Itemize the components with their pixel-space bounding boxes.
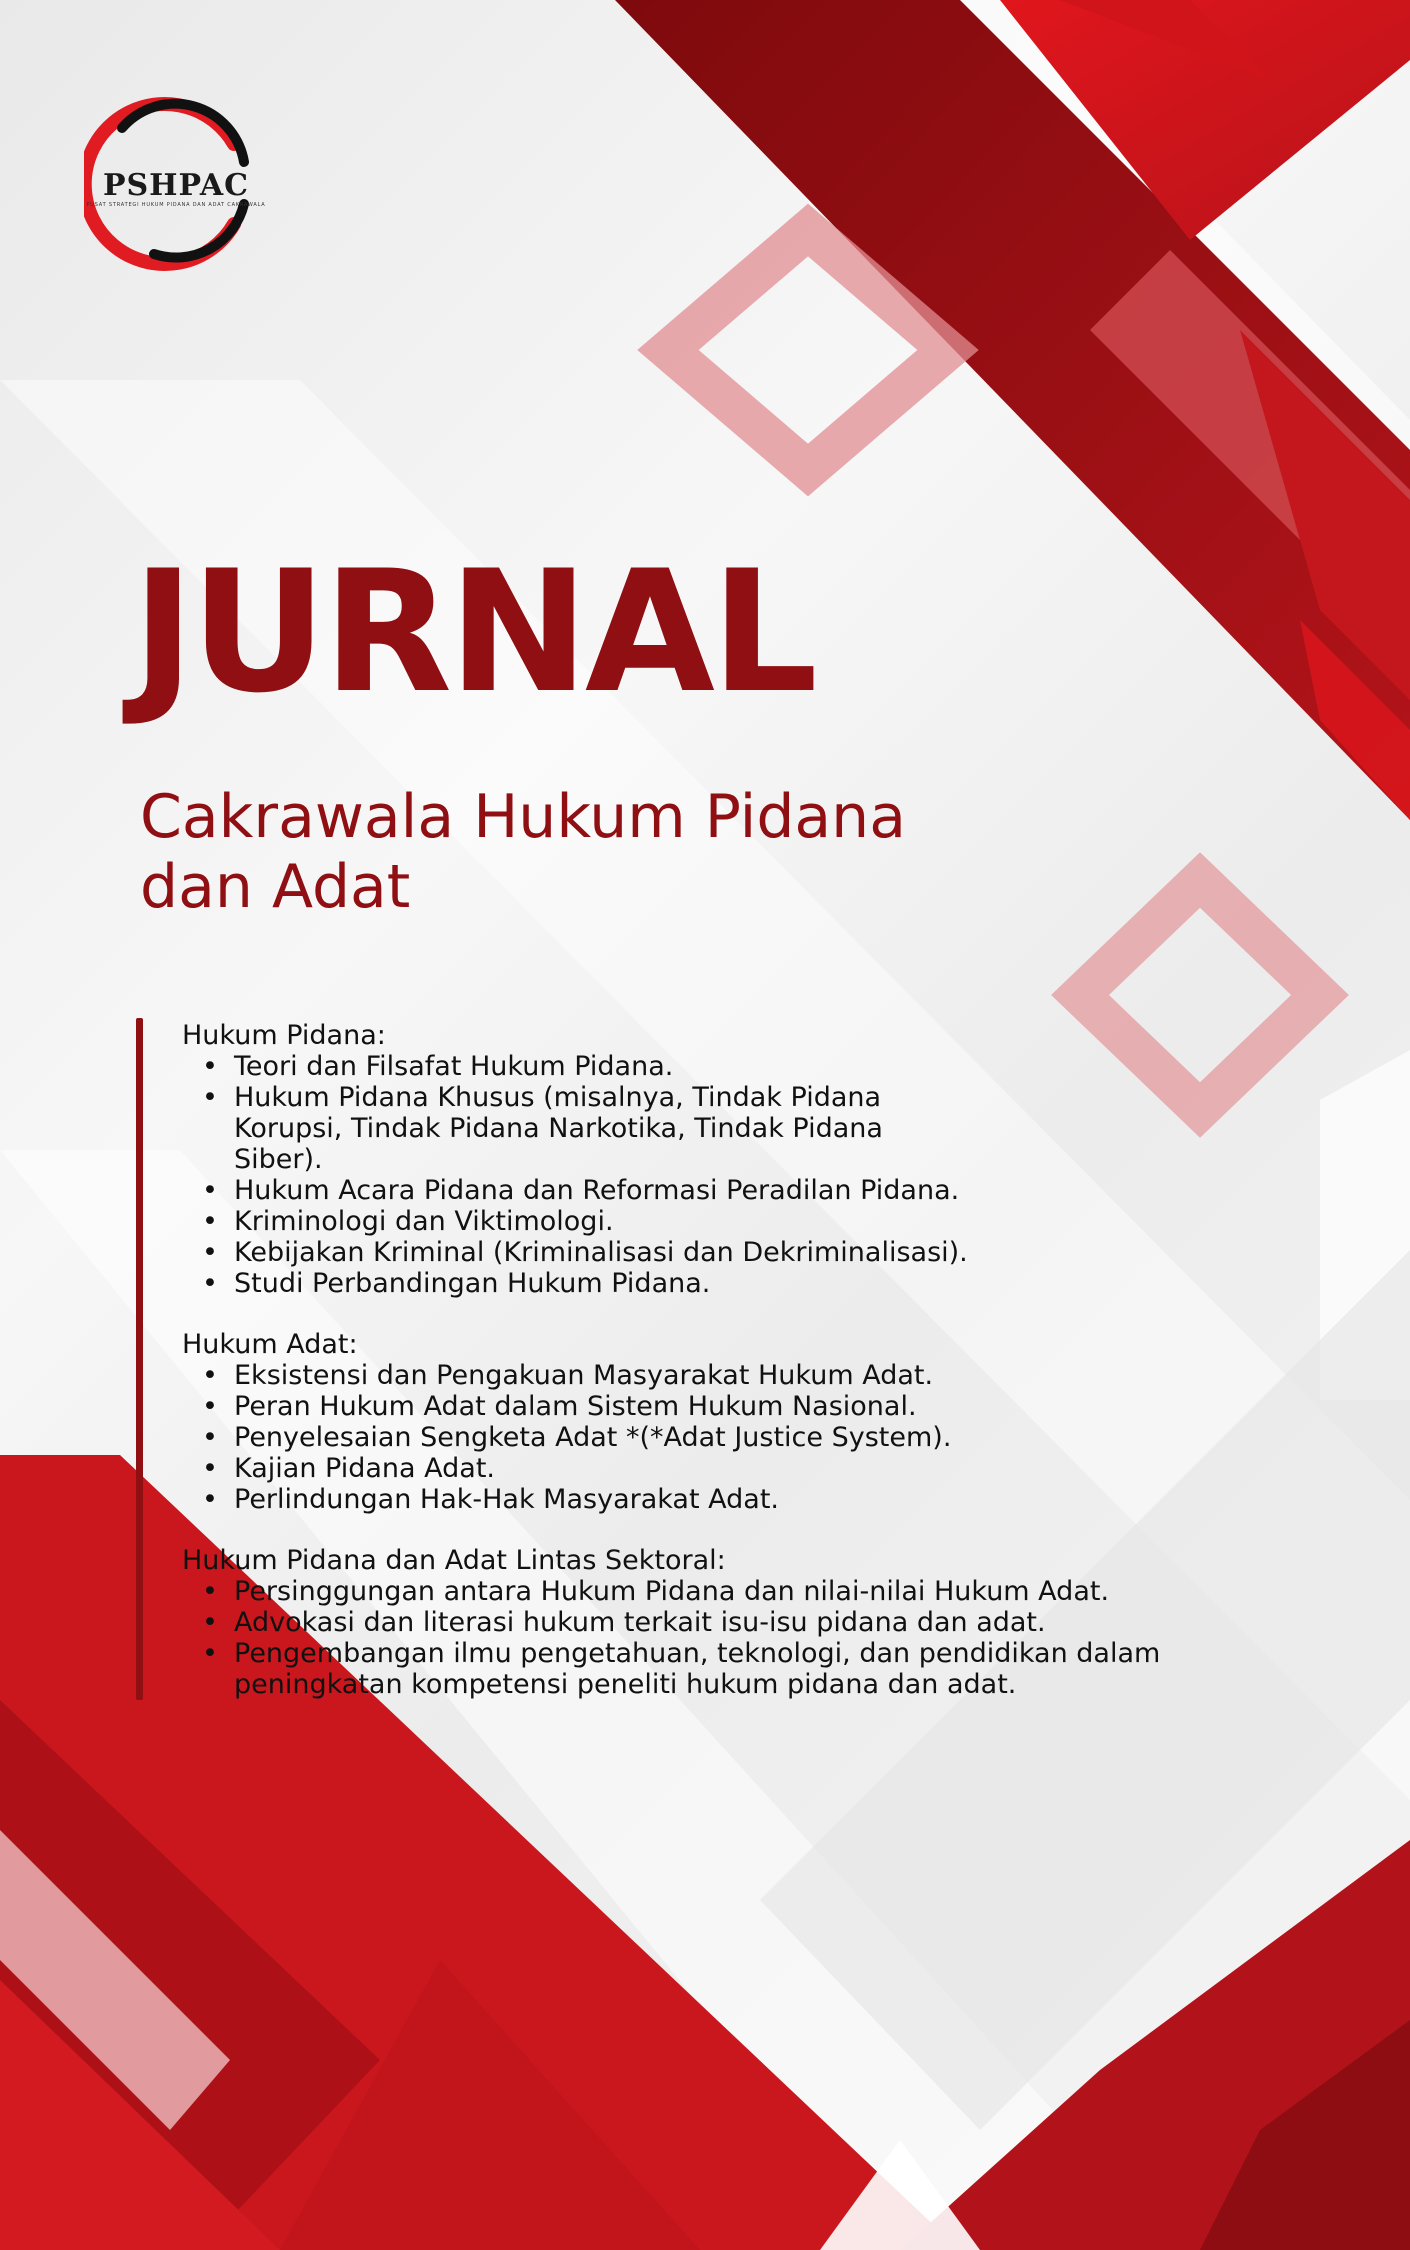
list-item: • Hukum Acara Pidana dan Reformasi Peradilan Pidana. [234, 1175, 1182, 1206]
list-item: • Persinggungan antara Hukum Pidana dan nilai-nilai Hukum Adat. [234, 1576, 1182, 1607]
section-heading: Hukum Adat: [182, 1329, 358, 1360]
list-item: • Kebijakan Kriminal (Kriminalisasi dan Dekriminalisasi). [234, 1237, 1182, 1268]
list-item: • Pengembangan ilmu pengetahuan, teknologi, dan pendidikan dalam peningkatan kompetensi peneliti hukum pidana dan adat. [234, 1638, 1182, 1700]
section-heading: Hukum Pidana: [182, 1020, 386, 1051]
list-item: • Kajian Pidana Adat. [234, 1453, 1182, 1484]
topics-list [182, 1020, 1182, 1730]
section-heading: Hukum Pidana dan Adat Lintas Sektoral: [182, 1545, 726, 1576]
list-item: • Advokasi dan literasi hukum terkait isu-isu pidana dan adat. [234, 1607, 1182, 1638]
pshpac-logo [84, 92, 268, 276]
subtitle-line-1: Cakrawala Hukum Pidana [140, 782, 906, 852]
logo-text: PSHPAC [102, 168, 250, 203]
subtitle-line-2: dan Adat [140, 852, 411, 922]
list-item: • Hukum Pidana Khusus (misalnya, Tindak Pidana Korupsi, Tindak Pidana Narkotika, Tindak Pidana Siber). [234, 1082, 954, 1175]
list-item: • Peran Hukum Adat dalam Sistem Hukum Nasional. [234, 1391, 1182, 1422]
journal-subtitle [140, 782, 1040, 922]
topics-accent-bar [136, 1018, 143, 1700]
list-item: • Studi Perbandingan Hukum Pidana. [234, 1268, 1182, 1299]
journal-title: JURNAL [132, 534, 814, 730]
topic-items [182, 1360, 1182, 1515]
topic-section-hukum-adat [182, 1329, 1182, 1515]
list-item: • Perlindungan Hak-Hak Masyarakat Adat. [234, 1484, 1182, 1515]
logo-tagline: PUSAT STRATEGI HUKUM PIDANA DAN ADAT CAKRAWALA [86, 202, 266, 208]
topic-section-hukum-pidana [182, 1020, 1182, 1299]
list-item: • Kriminologi dan Viktimologi. [234, 1206, 1182, 1237]
list-item: • Penyelesaian Sengketa Adat *(*Adat Justice System). [234, 1422, 1182, 1453]
list-item: • Eksistensi dan Pengakuan Masyarakat Hukum Adat. [234, 1360, 1182, 1391]
topic-section-lintas-sektoral [182, 1545, 1182, 1700]
topic-items [182, 1051, 1182, 1299]
topic-items [182, 1576, 1182, 1700]
list-item: • Teori dan Filsafat Hukum Pidana. [234, 1051, 1182, 1082]
